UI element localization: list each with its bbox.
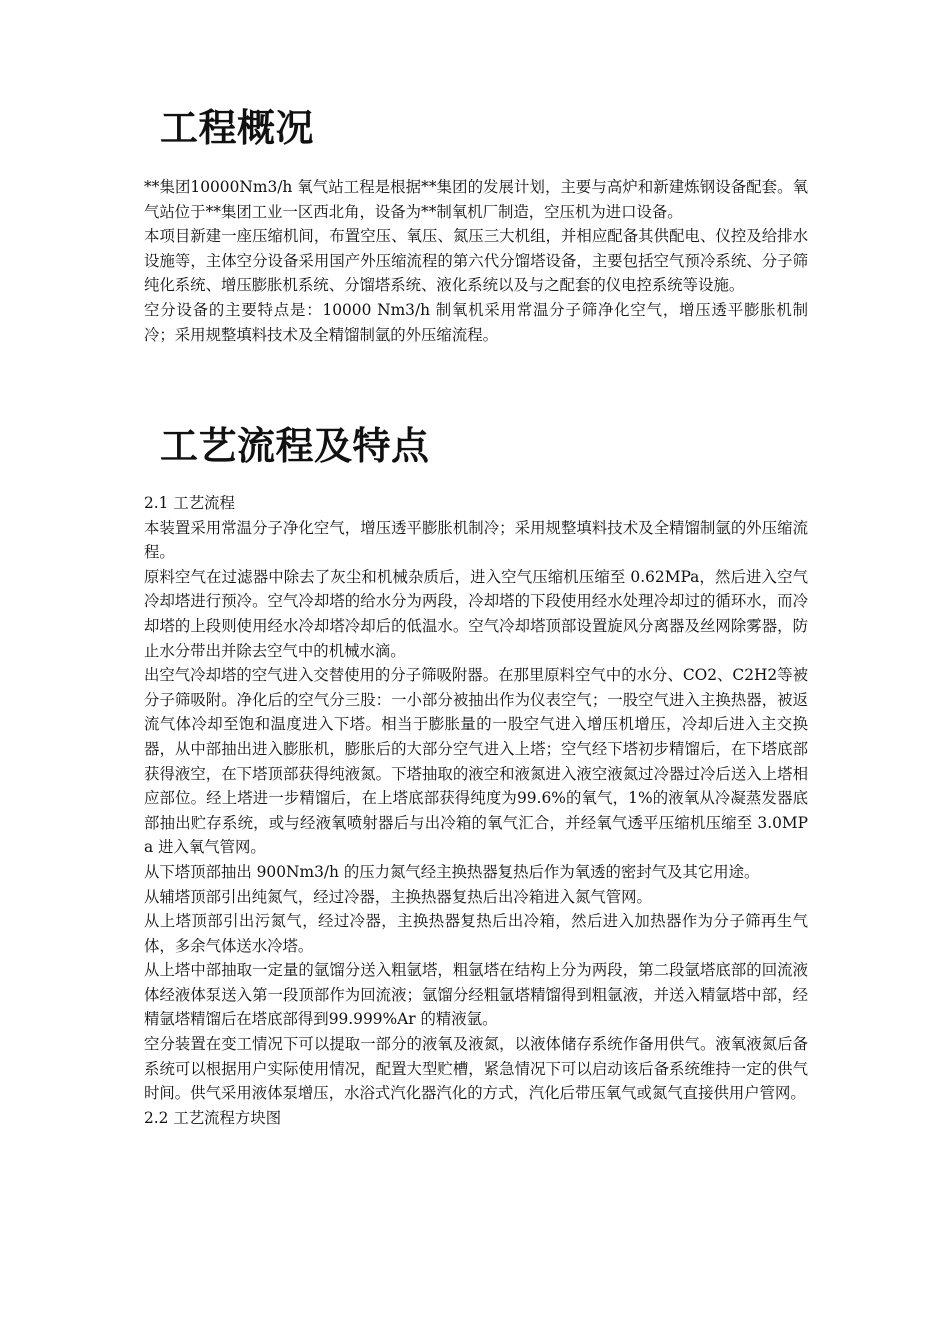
paragraph: 从辅塔顶部引出纯氮气，经过冷器，主换热器复热后出冷箱进入氮气管网。	[144, 887, 652, 906]
paragraph: 从下塔顶部抽出 900Nm3/h 的压力氮气经主换热器复热后作为氧透的密封气及其它用途。	[144, 862, 760, 881]
subsection-title: 2.2 工艺流程方块图	[144, 1108, 282, 1127]
section-body-overview	[144, 175, 808, 347]
paragraph: 空分装置在变工情况下可以提取一部分的液氧及液氮，以液体储存系统作备用供气。液氧液氮后备系统可以根据用户实际使用情况，配置大型贮槽，紧急情况下可以启动该后备系统维持一定的供气时间。供气采用液体泵增压，水浴式汽化器汽化的方式，汽化后带压氧气或氮气直接供用户管网。	[144, 1035, 808, 1103]
paragraph: 本装置采用常温分子净化空气，增压透平膨胀机制冷；采用规整填料技术及全精馏制氩的外压缩流程。	[144, 518, 808, 562]
paragraph: 原料空气在过滤器中除去了灰尘和机械杂质后，进入空气压缩机压缩至 0.62MPa，然后进入空气冷却塔进行预冷。空气冷却塔的给水分为两段，冷却塔的下段使用经水处理冷却过的循环水，而冷却塔的上段则使用经水冷却塔冷却后的低温水。空气冷却塔顶部设置旋风分离器及丝网除雾器，防止水分带出并除去空气中的机械水滴。	[144, 567, 808, 660]
section-heading-process: 工艺流程及特点	[160, 424, 430, 468]
paragraph: 空分设备的主要特点是：10000 Nm3/h 制氧机采用常温分子筛净化空气，增压透平膨胀机制冷；采用规整填料技术及全精馏制氩的外压缩流程。	[144, 300, 808, 344]
subsection-title: 2.1 工艺流程	[144, 494, 235, 512]
section-heading-overview: 工程概况	[160, 106, 315, 150]
paragraph: 出空气冷却塔的空气进入交替使用的分子筛吸附器。在那里原料空气中的水分、CO2、C2H2等被分子筛吸附。净化后的空气分三股：一小部分被抽出作为仪表空气；一股空气进入主换热器，被返流气体冷却至饱和温度进入下塔。相当于膨胀量的一股空气进入增压机增压，冷却后进入主交换器，从中部抽出进入膨胀机，膨胀后的大部分空气进入上塔；空气经下塔初步精馏后，在下塔底部获得液空，在下塔顶部获得纯液氮。下塔抽取的液空和液氮进入液空液氮过冷器过冷后送入上塔相应部位。经上塔进一步精馏后，在上塔底部获得纯度为99.6%的氧气，1%的液氧从冷凝蒸发器底部抽出贮存系统，或与经液氧喷射器后与出冷箱的氧气汇合，并经氧气透平压缩机压缩至 3.0MPa 进入氧气管网。	[144, 666, 808, 857]
paragraph: 本项目新建一座压缩机间，布置空压、氧压、氮压三大机组，并相应配备其供配电、仪控及给排水设施等，主体空分设备采用国产外压缩流程的第六代分馏塔设备，主要包括空气预冷系统、分子筛纯化系统、增压膨胀机系统、分馏塔系统、液化系统以及与之配套的仪电控系统等设施。	[144, 227, 808, 295]
paragraph: 从上塔顶部引出污氮气，经过冷器，主换热器复热后出冷箱，然后进入加热器作为分子筛再生气体，多余气体送水冷塔。	[144, 912, 808, 955]
section-body-process	[144, 491, 808, 1130]
paragraph: 从上塔中部抽取一定量的氩馏分送入粗氩塔，粗氩塔在结构上分为两段，第二段氩塔底部的回流液体经液体泵送入第一段顶部作为回流液；氩馏分经粗氩塔精馏得到粗氩液，并送入精氩塔中部，经精氩塔精馏后在塔底部得到99.999%Ar 的精液氩。	[144, 961, 808, 1029]
paragraph: **集团10000Nm3/h 氧气站工程是根据**集团的发展计划，主要与高炉和新建炼钢设备配套。氧气站位于**集团工业一区西北角，设备为**制氧机厂制造，空压机为进口设备。	[144, 178, 808, 221]
